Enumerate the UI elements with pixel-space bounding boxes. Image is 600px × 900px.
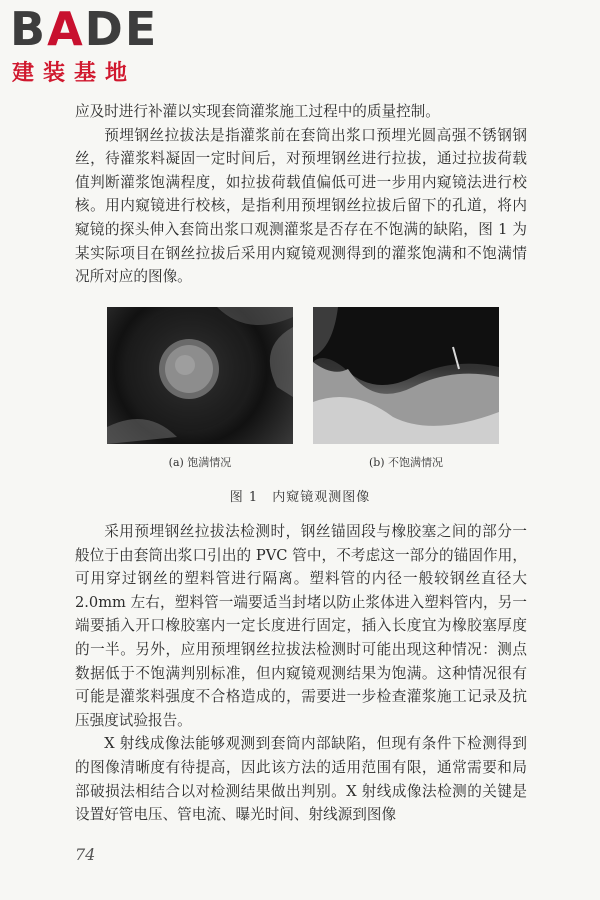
figure-title: 图 1 内窥镜观测图像 [229,490,371,505]
logo-brand-text: BADE [10,2,159,56]
text-block-top [75,100,527,289]
logo-subtitle: 建装基地 [12,61,137,86]
paragraph: 预埋钢丝拉拔法是指灌浆前在套筒出浆口预埋光圆高强不锈钢钢丝，待灌浆料凝固一定时间后，对预埋钢丝进行拉拔，通过拉拔荷载值判断灌浆饱满程度，如拉拔荷载值偏低可进一步用内窥镜法进行校核。用内窥镜进行校核，是指利用预埋钢丝拉拔后留下的孔道，将内窥镜的探头伸入套筒出浆口观测灌浆是否存在不饱满的缺陷，图 1 为某实际项目在钢丝拉拔后采用内窥镜观测得到的灌浆饱满和不饱满情况所对应的图像。 [75,126,527,286]
caption-b: (b) 不饱满情况 [368,456,444,469]
paragraph: 应及时进行补灌以实现套筒灌浆施工过程中的质量控制。 [75,103,440,120]
logo [10,2,180,87]
text-block-bottom [75,520,527,827]
page-number: 74 [75,845,96,864]
logo-brand [10,2,180,56]
endoscope-image-not-full [313,307,499,444]
endoscope-image-full [107,307,293,444]
paragraph: 采用预埋钢丝拉拔法检测时，钢丝锚固段与橡胶塞之间的部分一般位于由套筒出浆口引出的 PVC 管中，不考虑这一部分的锚固作用，可用穿过钢丝的塑料管进行隔离。塑料管的内径一般较钢丝直径大 2.0mm 左右，塑料管一端要适当封堵以防止浆体进入塑料管内，另一端要插入开口橡胶塞内一定长度进行固定，插入长度宜为橡胶塞厚度的一半。另外，应用预埋钢丝拉拔法检测时可能出现这种情况：测点数据低于不饱满判别标准，但内窥镜观测结果为饱满。这种情况很有可能是灌浆料强度不合格造成的，需要进一步检查灌浆施工记录及抗压强度试验报告。 [75,523,527,729]
paragraph: X 射线成像法能够观测到套筒内部缺陷，但现有条件下检测得到的图像清晰度有待提高，因此该方法的适用范围有限，通常需要和局部破损法相结合以对检测结果做出判别。X 射线成像法检测的关键是设置好管电压、管电流、曝光时间、射线源到图像 [75,735,527,824]
caption-a: (a) 饱满情况 [168,456,232,469]
